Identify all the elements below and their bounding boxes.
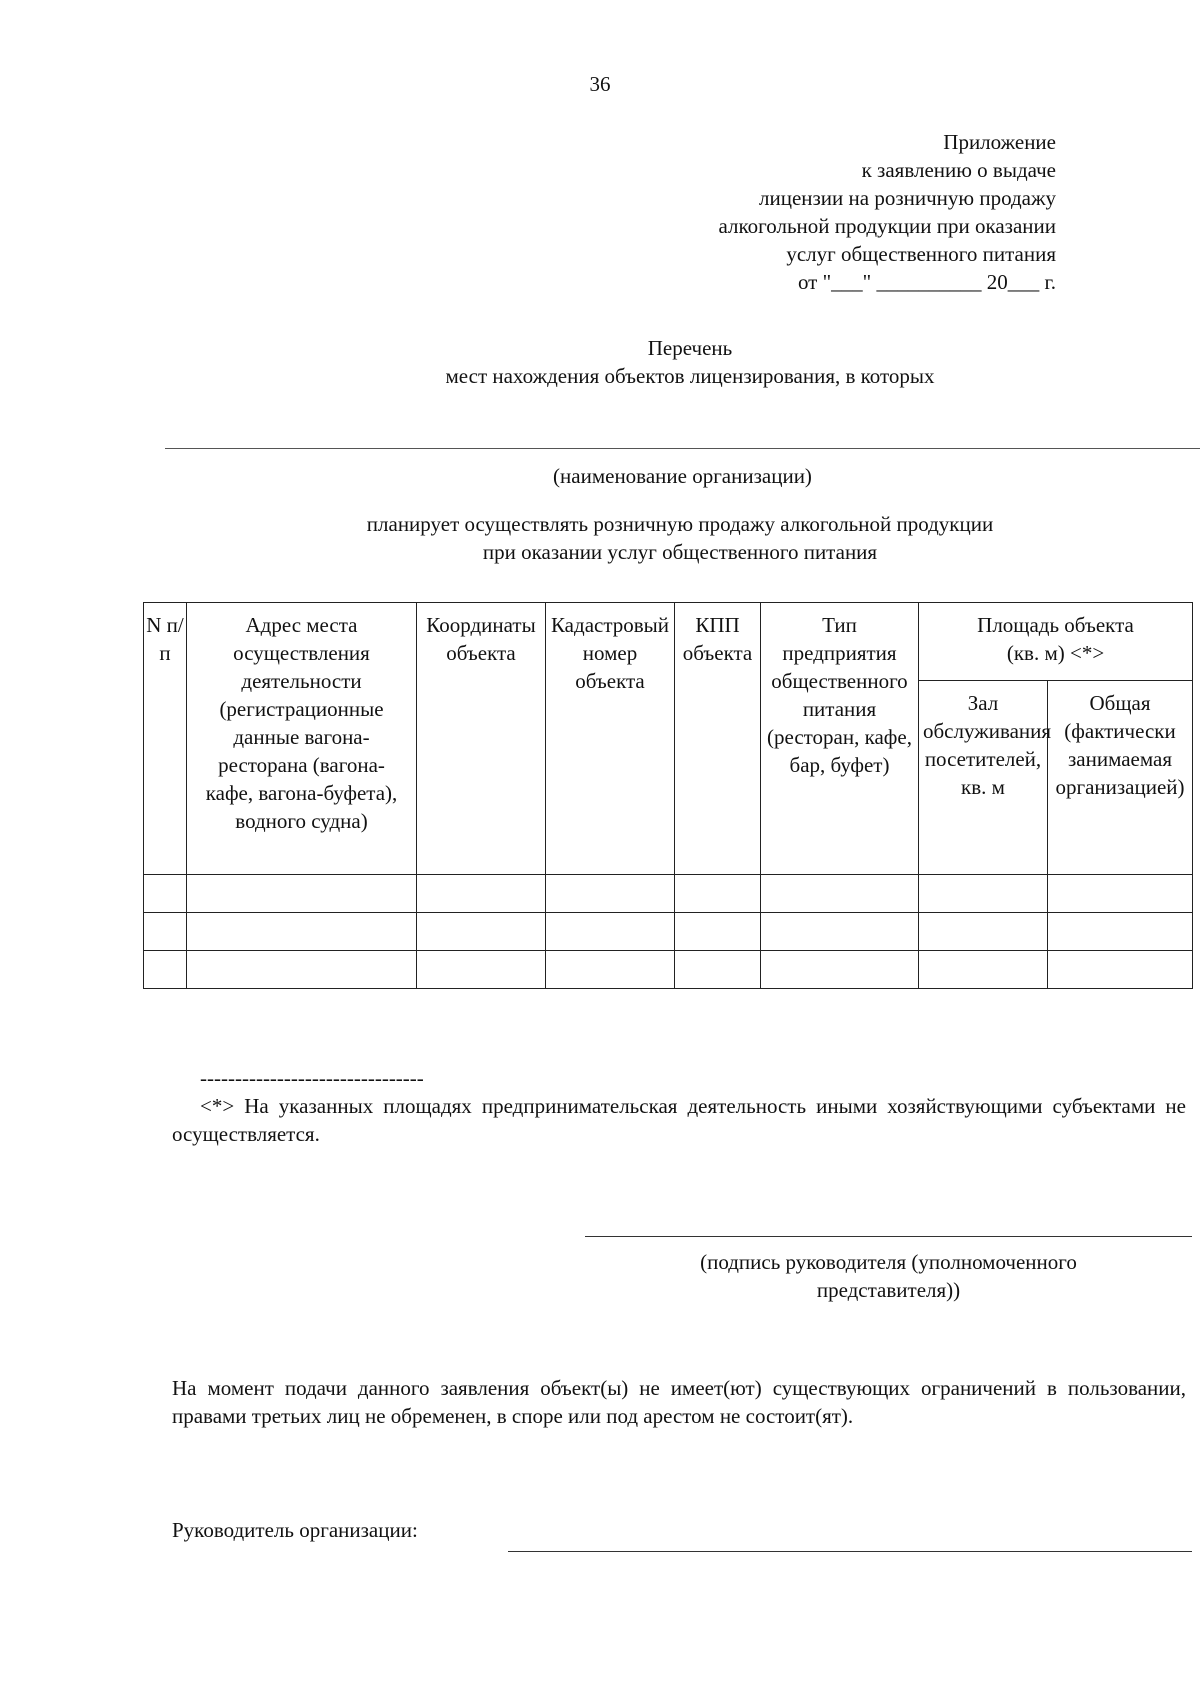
header-kpp: КПП объекта [675,603,761,875]
page-number: 36 [589,72,611,96]
title-line-2: мест нахождения объектов лицензирования, в которых [445,364,935,388]
table-cell[interactable] [144,951,187,989]
annex-line: лицензии на розничную продажу [758,186,1056,210]
footnote-separator: -------------------------------- [200,1066,424,1090]
table-cell[interactable] [144,875,187,913]
table-cell[interactable] [187,951,417,989]
header-total-area: Общая (фактически занимаемая организацией) [1048,681,1193,875]
table-cell[interactable] [919,875,1048,913]
table-cell[interactable] [919,913,1048,951]
plans-text [120,510,1200,566]
table-cell[interactable] [546,951,675,989]
table-cell[interactable] [417,875,546,913]
table-cell[interactable] [187,913,417,951]
table-cell[interactable] [1048,951,1193,989]
signature-caption-line-2: представителя)) [816,1278,961,1302]
organization-name-caption: (наименование организации) [553,464,812,488]
head-of-organization-line[interactable] [508,1551,1192,1552]
table-cell[interactable] [144,913,187,951]
header-cadastral-number: Кадастровый номер объекта [546,603,675,875]
table-cell[interactable] [761,951,919,989]
annex-date-line: от "___" __________ 20___ г. [797,270,1056,294]
header-address: Адрес места осуществления деятельности (регистрационные данные вагона-ресторана (вагона-кафе, вагона-буфета), водного судна) [187,603,417,875]
table-cell[interactable] [919,951,1048,989]
signature-caption-line-1: (подпись руководителя (уполномоченного [700,1250,1077,1274]
header-enterprise-type: Тип предприятия общественного питания (ресторан, кафе, бар, буфет) [761,603,919,875]
table-row [144,913,1193,951]
table-row [144,951,1193,989]
footnote-text: <*> На указанных площадях предпринимательская деятельность иными хозяйствующими субъектами не осуществляется. [172,1094,1186,1146]
table-cell[interactable] [417,951,546,989]
document-title [0,334,1200,390]
table-cell[interactable] [761,875,919,913]
table-cell[interactable] [1048,875,1193,913]
locations-table [143,602,1193,989]
title-line-1: Перечень [647,336,733,360]
table-cell[interactable] [187,875,417,913]
table-cell[interactable] [675,875,761,913]
annex-line: алкогольной продукции при оказании [718,214,1056,238]
table-cell[interactable] [1048,913,1193,951]
header-number: N п/п [144,603,187,875]
annex-block [456,128,1056,296]
annex-line: к заявлению о выдаче [861,158,1056,182]
signature-caption [585,1248,1192,1304]
annex-line: услуг общественного питания [786,242,1056,266]
plans-line-1: планирует осуществлять розничную продажу алкогольной продукции [366,512,994,536]
table-cell[interactable] [675,951,761,989]
statement-text: На момент подачи данного заявления объект(ы) не имеет(ют) существующих ограничений в пользовании, правами третьих лиц не обременен, в споре или под арестом не состоит(ят). [172,1376,1186,1428]
table-cell[interactable] [417,913,546,951]
table-cell[interactable] [675,913,761,951]
plans-line-2: при оказании услуг общественного питания [482,540,878,564]
organization-name-line [165,448,1200,449]
header-area: Площадь объекта (кв. м) <*> [919,603,1193,681]
table-cell[interactable] [546,875,675,913]
head-of-organization-label: Руководитель организации: [172,1518,418,1542]
header-coordinates: Координаты объекта [417,603,546,875]
table-row [144,875,1193,913]
annex-line: Приложение [943,130,1056,154]
header-service-hall: Зал обслуживания посетителей, кв. м [919,681,1048,875]
table-cell[interactable] [761,913,919,951]
signature-line[interactable] [585,1236,1192,1237]
table-cell[interactable] [546,913,675,951]
